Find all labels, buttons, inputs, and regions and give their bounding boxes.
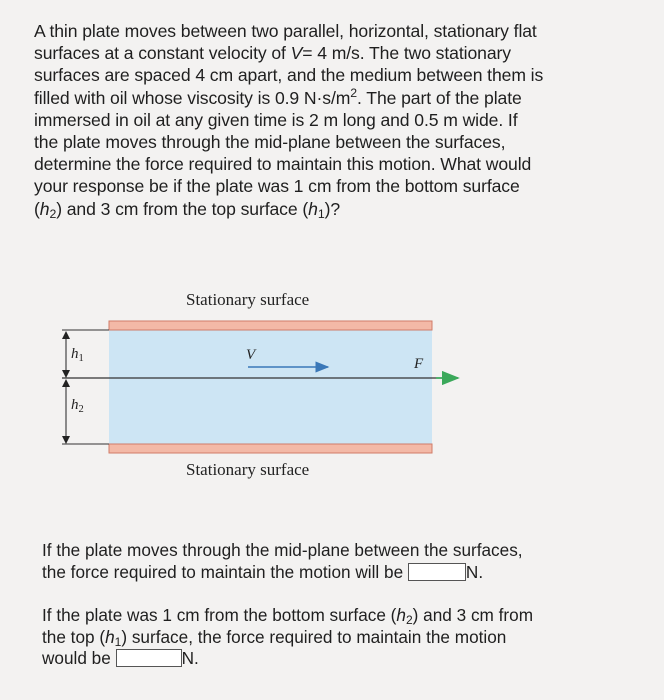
top-stationary-plate <box>109 321 432 330</box>
problem-line-1: A thin plate moves between two parallel, horizontal, stationary flat <box>34 21 537 41</box>
velocity-label: V <box>246 347 256 363</box>
q2-line-3: would be N. <box>42 648 199 669</box>
h2-label: $h_2$ <box>71 397 84 415</box>
diagram-graphics <box>0 280 664 490</box>
problem-statement <box>34 20 656 220</box>
h1-label: $h_1$ <box>71 346 84 364</box>
problem-line-4: filled with oil whose viscosity is 0.9 $N\cdot s/m^2$. The part of the plate <box>34 85 522 108</box>
bottom-surface-label: Stationary surface <box>186 460 310 479</box>
plate-diagram <box>0 280 664 490</box>
q1-line-2: the force required to maintain the motion will be N. <box>42 561 484 582</box>
q2-line-1: If the plate was 1 cm from the bottom surface $(h_2)$ and 3 cm from <box>42 605 534 628</box>
question-2 <box>42 605 654 670</box>
problem-line-8: your response be if the plate was 1 cm from the bottom surface <box>34 176 520 197</box>
problem-line-7: determine the force required to maintain this motion. What would <box>34 154 532 175</box>
answer-input-midplane[interactable] <box>408 563 466 581</box>
questions-section <box>42 540 654 670</box>
problem-line-2: surfaces at a constant velocity of V= 4 m/s. The two stationary <box>34 43 511 64</box>
problem-line-5: immersed in oil at any given time is 2 m long and 0.5 m wide. If <box>34 109 518 130</box>
answer-input-offset[interactable] <box>116 649 182 667</box>
force-label: F <box>414 356 424 372</box>
top-surface-label: Stationary surface <box>186 290 310 309</box>
bottom-stationary-plate <box>109 444 432 453</box>
q2-line-2: the top $(h_1)$ surface, the force required to maintain the motion <box>42 626 507 649</box>
q1-line-1: If the plate moves through the mid-plane between the surfaces, <box>42 540 523 560</box>
question-1 <box>42 540 654 583</box>
problem-line-9: $(h_2)$ and 3 cm from the top surface $(h_1)$? <box>34 198 341 221</box>
problem-line-6: the plate moves through the mid-plane between the surfaces, <box>34 132 506 153</box>
problem-line-3: surfaces are spaced 4 cm apart, and the medium between them is <box>34 65 544 86</box>
oil-region <box>109 330 432 444</box>
